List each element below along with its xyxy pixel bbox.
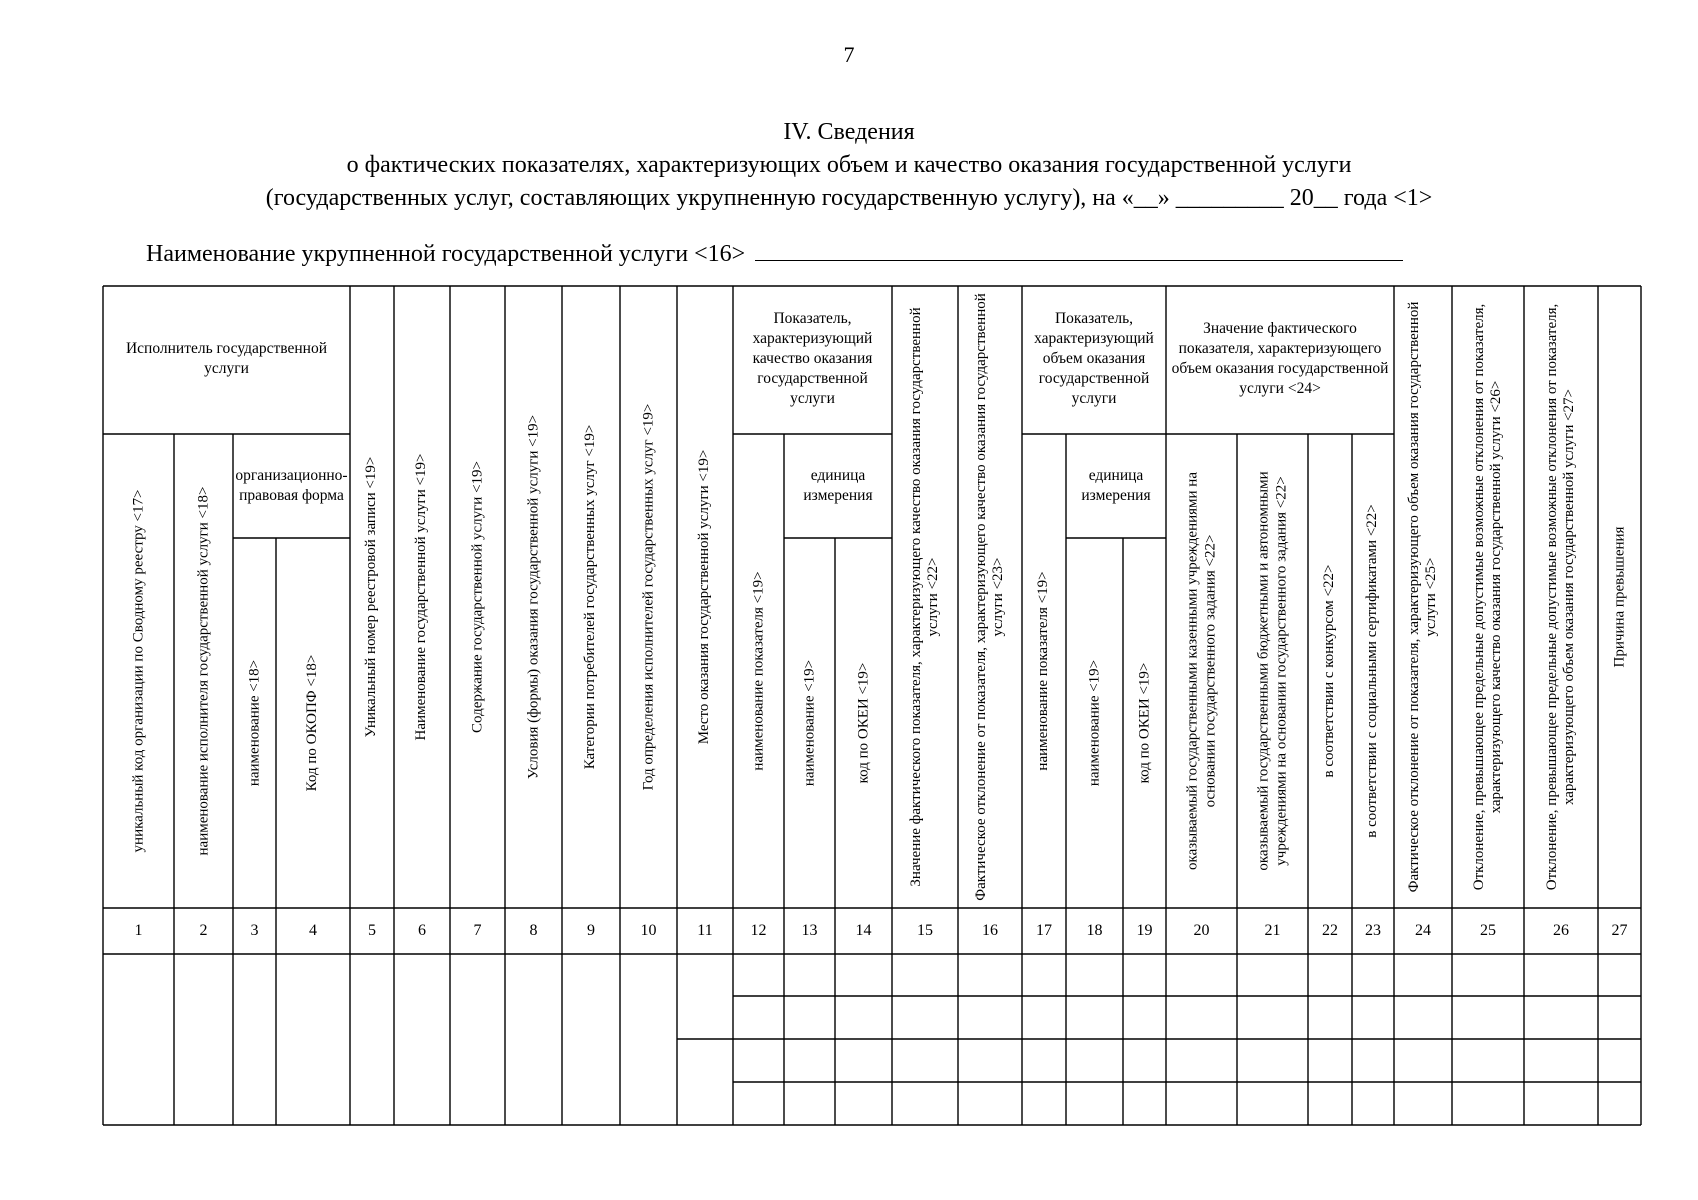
column-header-21: оказываемый государственными бюджетными и автономными учреждениями на основании государственного задания <22> [1255, 471, 1289, 871]
column-number-23: 23 [1365, 922, 1381, 939]
column-header-9: Категории потребителей государственных услуг <19> [582, 424, 599, 770]
column-header-3: наименование <18> [245, 659, 262, 787]
column-number-1: 1 [134, 922, 143, 939]
column-header-10: Год определения исполнителей государственных услуг <19> [639, 403, 656, 791]
column-number-26: 26 [1553, 922, 1569, 939]
column-number-4: 4 [309, 922, 317, 939]
column-header-5: Уникальный номер реестровой записи <19> [363, 456, 380, 738]
column-number-19: 19 [1136, 922, 1153, 939]
group-volume-unit: единица измерения [1081, 467, 1151, 504]
column-number-12: 12 [750, 922, 767, 939]
column-number-7: 7 [473, 922, 482, 939]
column-number-27: 27 [1611, 922, 1628, 939]
column-number-21: 21 [1264, 922, 1281, 939]
column-header-13: наименование <19> [800, 659, 817, 787]
heading-line-1: IV. Сведения [783, 119, 915, 145]
column-header-17: наименование показателя <19> [1035, 571, 1052, 771]
column-number-17: 17 [1036, 922, 1052, 939]
column-number-20: 20 [1193, 922, 1210, 939]
column-number-2: 2 [199, 922, 208, 939]
group-quality-unit: единица измерения [803, 467, 873, 504]
service-name-label: Наименование укрупненной государственной услуги <16> [146, 241, 746, 267]
column-number-18: 18 [1086, 922, 1103, 939]
heading-line-2: о фактических показателях, характеризующих объем и качество оказания государственной услуги [346, 152, 1352, 178]
column-number-6: 6 [418, 922, 426, 939]
column-number-13: 13 [801, 922, 818, 939]
column-number-16: 16 [982, 922, 998, 939]
column-header-8: Условия (формы) оказания государственной услуги <19> [524, 414, 541, 780]
column-header-4: Код по ОКОПФ <18> [304, 654, 321, 792]
column-header-2: наименование исполнителя государственной услуги <18> [194, 486, 211, 856]
group-legal-form: организационно-правовая форма [235, 467, 348, 504]
heading-line-3: (государственных услуг, составляющих укрупненную государственную услугу), на «__» _________ 20__ года <1> [265, 185, 1433, 211]
column-number-5: 5 [368, 922, 376, 939]
column-header-11: Место оказания государственной услуги <19> [696, 449, 713, 745]
column-header-24: Фактическое отклонение от показателя, характеризующего объем оказания государственной услуги <25> [1405, 301, 1439, 893]
column-header-16: Фактическое отклонение от показателя, характеризующего качество оказания государственной услуги <23> [972, 293, 1006, 901]
column-header-20: оказываемый государственными казенными учреждениями на основании государственного задания <22> [1184, 472, 1218, 870]
column-number-24: 24 [1415, 922, 1431, 939]
group-executor: Исполнитель государственной услуги [125, 340, 328, 377]
column-header-18: наименование <19> [1085, 659, 1102, 787]
column-header-6: Наименование государственной услуги <19> [413, 453, 430, 741]
column-number-8: 8 [529, 922, 538, 939]
column-header-26: Отклонение, превышающее предельные допустимые возможные отклонения от показателя, характеризующего объем оказания государственной услуги <27> [1543, 303, 1577, 891]
column-header-7: Содержание государственной услуги <19> [468, 461, 485, 733]
column-number-11: 11 [697, 922, 713, 939]
column-header-25: Отклонение, превышающее предельные допустимые возможные отклонения от показателя, характеризующего качество оказания государственной услуги <26> [1470, 303, 1504, 891]
column-number-15: 15 [917, 922, 933, 939]
column-header-1: уникальный код организации по Сводному реестру <17> [129, 489, 146, 853]
page-number: 7 [843, 42, 855, 67]
column-number-3: 3 [250, 922, 259, 939]
column-header-12: наименование показателя <19> [749, 571, 766, 771]
column-header-14: код по ОКЕИ <19> [854, 662, 871, 784]
column-header-27: Причина превышения [1610, 526, 1627, 668]
group-quality-indicator: Показатель, характеризующий качество оказания государственной услуги [752, 310, 873, 407]
column-number-9: 9 [587, 922, 595, 939]
column-number-10: 10 [640, 922, 657, 939]
column-header-23: в соответствии с социальными сертификатами <22> [1364, 504, 1381, 838]
column-number-22: 22 [1322, 922, 1338, 939]
column-header-19: код по ОКЕИ <19> [1135, 662, 1152, 784]
group-actual-value: Значение фактического показателя, характеризующего объем оказания государственной услуги <24> [1171, 320, 1389, 397]
column-number-14: 14 [855, 922, 872, 939]
column-header-22: в соответствии с конкурсом <22> [1321, 564, 1338, 778]
column-header-15: Значение фактического показателя, характеризующего качество оказания государственной услуги <22> [907, 307, 941, 887]
group-volume-indicator: Показатель, характеризующий объем оказания государственной услуги [1034, 310, 1154, 407]
column-number-25: 25 [1480, 922, 1496, 939]
